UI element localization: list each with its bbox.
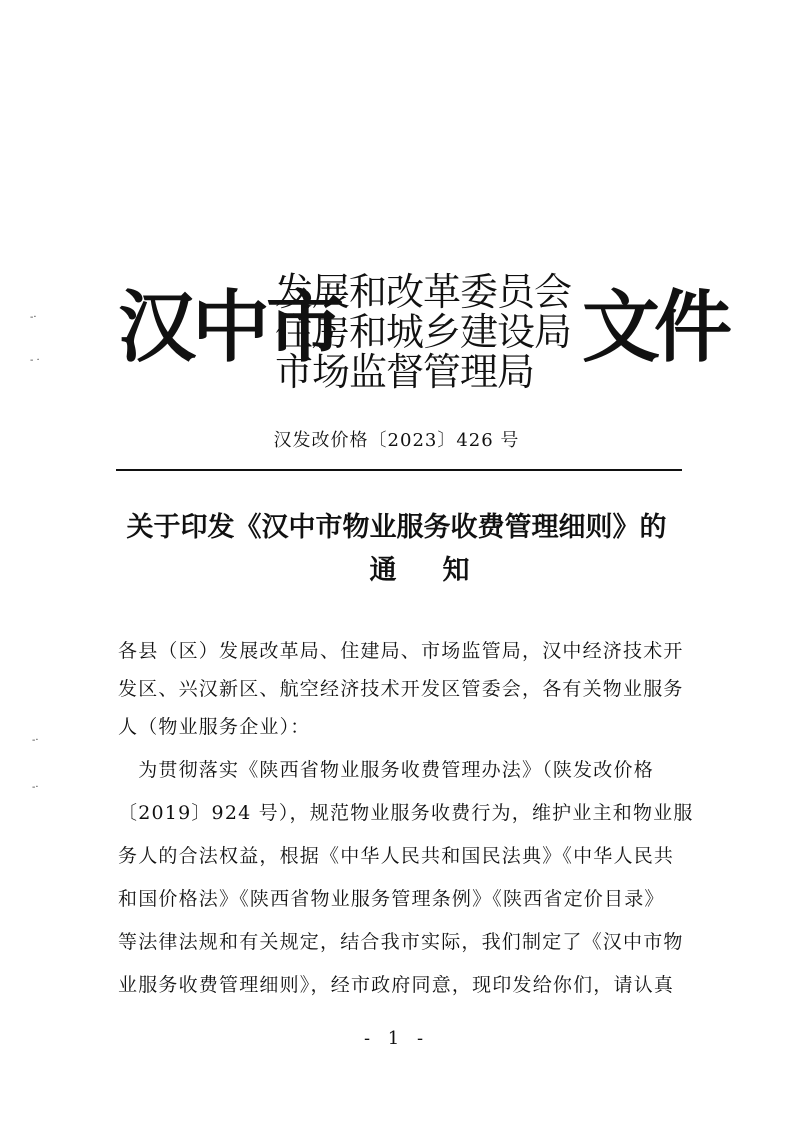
scan-mark: - ·: [30, 355, 40, 366]
header-divider: [116, 469, 682, 471]
issuer-name: 市场监督管理局: [275, 350, 535, 394]
scan-mark: -·: [32, 735, 39, 746]
body-line: 发区、兴汉新区、航空经济技术开发区管委会，各有关物业服务: [118, 678, 684, 700]
body-line: 务人的合法权益，根据《中华人民共和国民法典》《中华人民共: [118, 845, 675, 867]
document-number: 汉发改价格〔2023〕426 号: [273, 430, 520, 451]
scan-mark: -·: [32, 782, 39, 793]
body-line: 〔2019〕924 号），规范物业服务收费行为，维护业主和物业服: [118, 802, 694, 824]
body-line: 为贯彻落实《陕西省物业服务收费管理办法》（陕发改价格: [118, 759, 654, 781]
body-line: 等法律法规和有关规定，结合我市实际，我们制定了《汉中市物: [118, 931, 684, 953]
document-title-line1: 关于印发《汉中市物业服务收费管理细则》的: [126, 512, 667, 543]
document-word: 文件: [582, 283, 727, 373]
body-line: 业服务收费管理细则》，经市政府同意，现印发给你们，请认真: [118, 974, 675, 996]
issuer-name: 发展和改革委员会: [275, 270, 572, 314]
issuer-name: 住房和城乡建设局: [275, 310, 572, 354]
issuer-list: [275, 270, 572, 394]
scan-mark: -·: [30, 312, 37, 323]
body-line: 和国价格法》《陕西省物业服务管理条例》《陕西省定价目录》: [118, 888, 665, 910]
page-number: - 1 -: [363, 1028, 430, 1049]
body-line: 人（物业服务企业）：: [118, 716, 311, 738]
body-line: 各县（区）发展改革局、住建局、市场监管局，汉中经济技术开: [118, 640, 684, 662]
issuer-city: 汉中市: [118, 283, 341, 373]
document-title-line2: 通知: [369, 555, 516, 586]
